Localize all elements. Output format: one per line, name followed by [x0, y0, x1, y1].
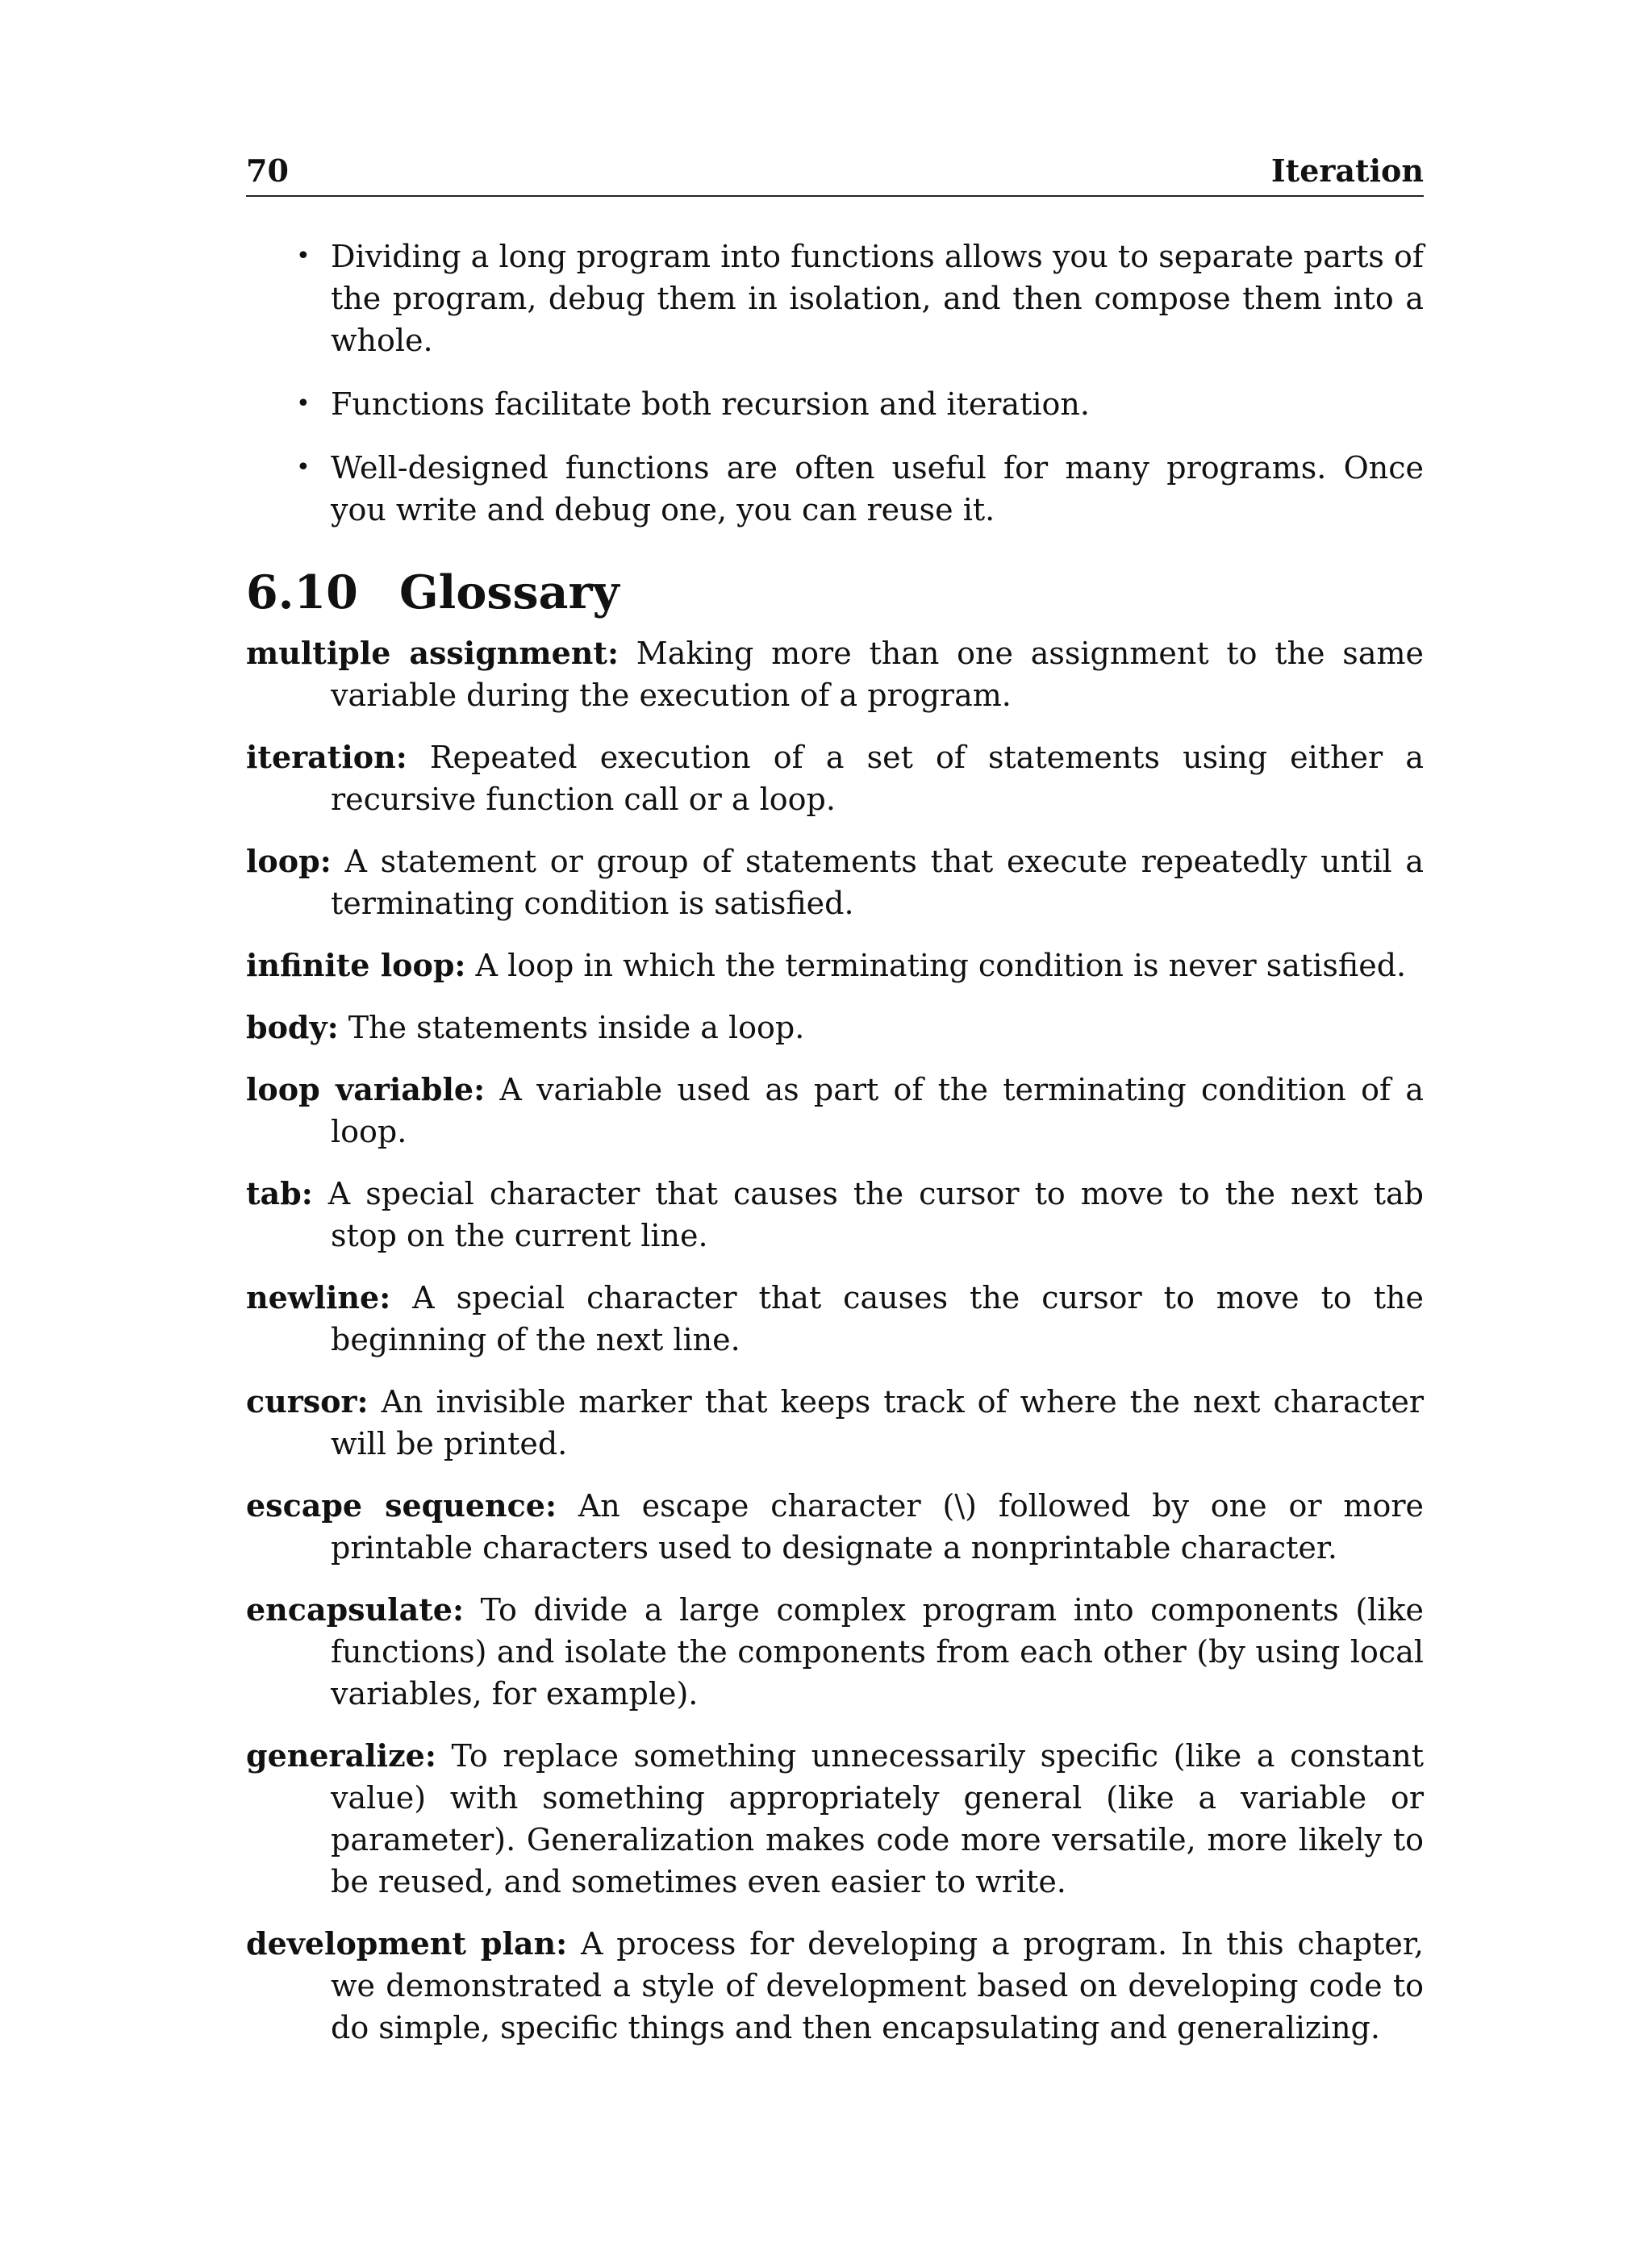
glossary-definition: A special character that causes the cursor to move to the beginning of the next line. [331, 1280, 1424, 1357]
glossary-definition: To replace something unnecessarily specific (like a constant value) with something appropriately general (like a variable or parameter). Generalization makes code more versatile, more likely to be reused, and sometimes even easier to write. [331, 1738, 1424, 1899]
glossary-entry [246, 1381, 1424, 1465]
bullet-icon: • [296, 390, 311, 418]
glossary-definition: To divide a large complex program into components (like functions) and isolate the components from each other (by using local variables, for example). [331, 1592, 1424, 1712]
glossary-entry [246, 1277, 1424, 1361]
glossary-entry [246, 632, 1424, 716]
section-title: Glossary [399, 565, 620, 619]
chapter-title: Iteration [1270, 152, 1424, 189]
bullet-icon: • [296, 453, 311, 482]
glossary-entry [246, 1735, 1424, 1903]
glossary-definition: A loop in which the terminating condition is never satisfied. [475, 948, 1407, 983]
glossary-term: body: [246, 1009, 339, 1045]
glossary-list [246, 632, 1424, 2069]
glossary-definition: A statement or group of statements that execute repeatedly until a terminating condition is satisfied. [331, 844, 1424, 921]
section-heading [246, 561, 1424, 625]
glossary-entry [246, 1485, 1424, 1569]
glossary-definition: An escape character (\) followed by one or more printable characters used to designate a nonprintable character. [331, 1488, 1424, 1566]
glossary-term: encapsulate: [246, 1591, 464, 1628]
glossary-term: cursor: [246, 1383, 369, 1420]
summary-bullet-list [246, 236, 1424, 531]
glossary-entry [246, 1007, 1424, 1049]
bullet-item [246, 447, 1424, 531]
glossary-definition: A variable used as part of the terminating condition of a loop. [331, 1072, 1424, 1149]
glossary-entry [246, 1069, 1424, 1153]
glossary-term: development plan: [246, 1925, 568, 1962]
glossary-entry [246, 1173, 1424, 1257]
bullet-text: Functions facilitate both recursion and iteration. [331, 386, 1090, 422]
glossary-term: multiple assignment: [246, 635, 620, 671]
bullet-item [246, 383, 1424, 425]
bullet-text: Dividing a long program into functions allows you to separate parts of the program, debug them in isolation, and then compose them into a whole. [331, 239, 1424, 358]
section-number: 6.10 [246, 565, 358, 619]
glossary-definition: The statements inside a loop. [348, 1010, 805, 1045]
glossary-term: infinite loop: [246, 947, 466, 983]
glossary-definition: Making more than one assignment to the same variable during the execution of a program. [331, 636, 1424, 713]
glossary-term: loop: [246, 843, 332, 879]
glossary-entry [246, 944, 1424, 986]
bullet-icon: • [296, 242, 311, 270]
glossary-definition: Repeated execution of a set of statements using either a recursive function call or a loop. [331, 740, 1424, 817]
glossary-term: escape sequence: [246, 1487, 557, 1524]
glossary-term: loop variable: [246, 1071, 486, 1107]
glossary-term: iteration: [246, 739, 407, 775]
glossary-term: newline: [246, 1279, 391, 1315]
glossary-definition: A special character that causes the cursor to move to the next tab stop on the current line. [327, 1176, 1424, 1253]
glossary-term: generalize: [246, 1737, 436, 1774]
bullet-item [246, 236, 1424, 361]
glossary-definition: An invisible marker that keeps track of where the next character will be printed. [331, 1384, 1424, 1461]
running-header [246, 150, 1424, 197]
glossary-entry [246, 736, 1424, 820]
glossary-entry [246, 1589, 1424, 1715]
glossary-entry [246, 1923, 1424, 2049]
glossary-term: tab: [246, 1175, 313, 1211]
glossary-definition: A process for developing a program. In this chapter, we demonstrated a style of development based on developing code to do simple, specific things and then encapsulating and generalizing. [331, 1926, 1424, 2045]
glossary-entry [246, 840, 1424, 924]
bullet-text: Well-designed functions are often useful for many programs. Once you write and debug one, you can reuse it. [331, 450, 1424, 527]
page-number: 70 [246, 152, 289, 189]
